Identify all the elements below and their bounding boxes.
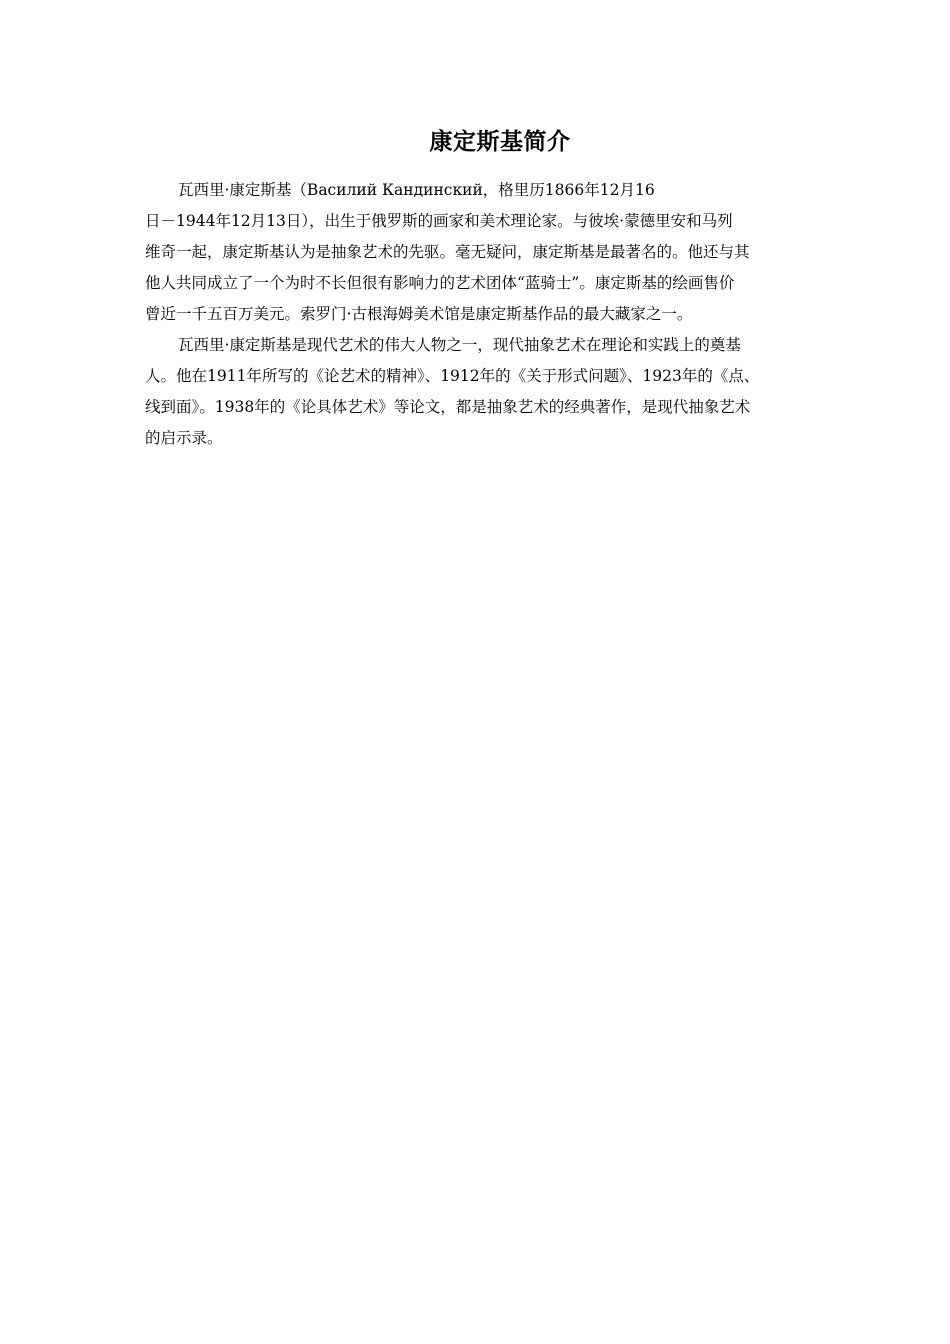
paragraph-line: 维奇一起，康定斯基认为是抽象艺术的先驱。毫无疑问，康定斯基是最著名的。他还与其	[145, 243, 750, 261]
paragraph-line: 人。他在1911年所写的《论艺术的精神》、1912年的《关于形式问题》、1923年的《点、	[145, 367, 760, 385]
document-body	[145, 175, 813, 454]
paragraph-1	[145, 175, 813, 330]
paragraph-line: 曾近一千五百万美元。索罗门·古根海姆美术馆是康定斯基作品的最大藏家之一。	[145, 305, 693, 323]
paragraph-line: 的启示录。	[145, 429, 223, 447]
paragraph-2	[145, 330, 813, 454]
paragraph-line: 日－1944年12月13日），出生于俄罗斯的画家和美术理论家。与彼埃·蒙德里安和马列	[145, 212, 733, 230]
paragraph-line: 线到面》。1938年的《论具体艺术》等论文，都是抽象艺术的经典著作，是现代抽象艺术	[145, 398, 751, 416]
paragraph-line: 瓦西里·康定斯基（Василий Кандинский，格里历1866年12月16	[178, 181, 655, 199]
paragraph-line: 瓦西里·康定斯基是现代艺术的伟大人物之一，现代抽象艺术在理论和实践上的奠基	[178, 336, 741, 354]
document-title: 康定斯基简介	[429, 129, 571, 155]
paragraph-line: 他人共同成立了一个为时不长但很有影响力的艺术团体“蓝骑士”。康定斯基的绘画售价	[145, 274, 735, 292]
